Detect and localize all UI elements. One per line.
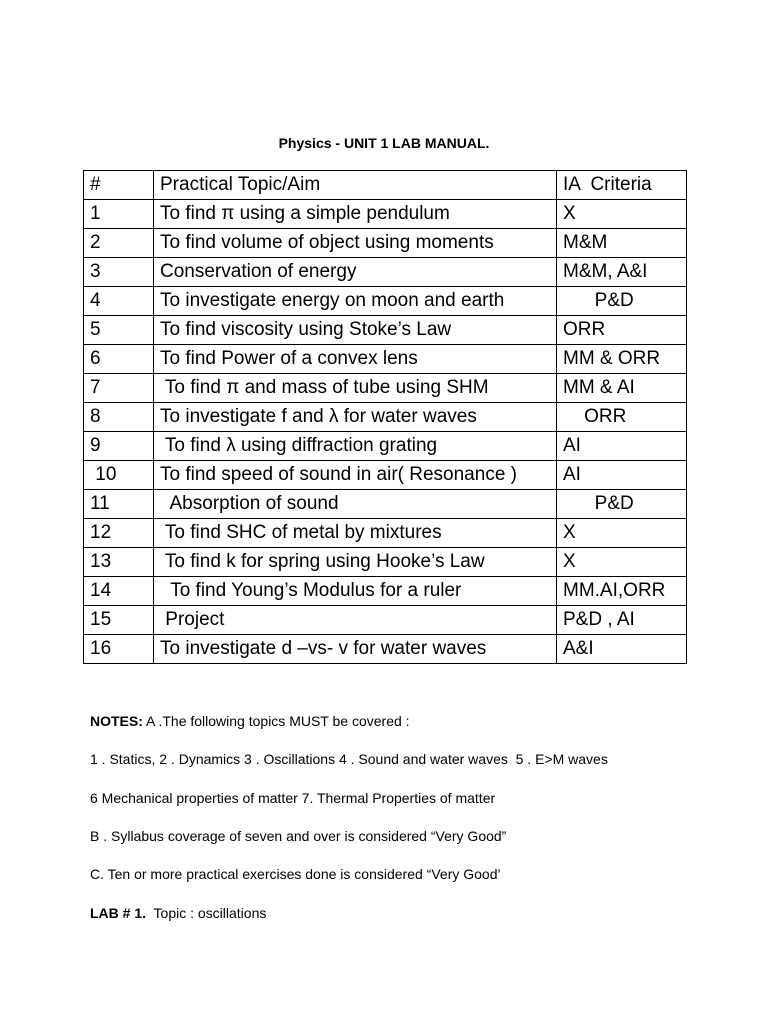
- notes-line-a: A .The following topics MUST be covered :: [142, 713, 410, 729]
- row-number: 15: [84, 606, 154, 635]
- lab-label: LAB # 1.: [90, 905, 147, 921]
- row-number: 2: [84, 229, 154, 258]
- row-number: 4: [84, 287, 154, 316]
- row-topic: To find Power of a convex lens: [154, 345, 557, 374]
- row-topic: To investigate f and λ for water waves: [154, 403, 557, 432]
- lab-topic: Topic : oscillations: [146, 905, 267, 921]
- row-criteria: X: [557, 519, 687, 548]
- row-criteria: P&D , AI: [557, 606, 687, 635]
- row-number: 10: [84, 461, 154, 490]
- table-row: [84, 374, 687, 403]
- row-criteria: P&D: [557, 490, 687, 519]
- column-header-number: #: [84, 171, 154, 200]
- row-topic: Project: [154, 606, 557, 635]
- row-criteria: AI: [557, 461, 687, 490]
- table-row: [84, 200, 687, 229]
- row-number: 12: [84, 519, 154, 548]
- row-number: 8: [84, 403, 154, 432]
- table-row: [84, 229, 687, 258]
- table-row: [84, 577, 687, 606]
- row-number: 9: [84, 432, 154, 461]
- table-row: [84, 345, 687, 374]
- page-title: Physics - UNIT 1 LAB MANUAL.: [278, 135, 490, 151]
- notes-line-b: B . Syllabus coverage of seven and over is considered “Very Good”: [90, 828, 507, 844]
- row-criteria: X: [557, 548, 687, 577]
- row-topic: To find Young’s Modulus for a ruler: [154, 577, 557, 606]
- row-criteria: M&M: [557, 229, 687, 258]
- row-number: 11: [84, 490, 154, 519]
- lab-heading: [90, 905, 730, 921]
- column-header-topic: Practical Topic/Aim: [154, 171, 557, 200]
- lab-table: [83, 170, 687, 664]
- row-number: 14: [84, 577, 154, 606]
- row-criteria: X: [557, 200, 687, 229]
- row-topic: Conservation of energy: [154, 258, 557, 287]
- row-criteria: MM & ORR: [557, 345, 687, 374]
- row-criteria: A&I: [557, 635, 687, 664]
- table-row: [84, 461, 687, 490]
- row-criteria: MM.AI,ORR: [557, 577, 687, 606]
- table-row: [84, 635, 687, 664]
- row-criteria: M&M, A&I: [557, 258, 687, 287]
- table-row: [84, 490, 687, 519]
- row-topic: To find volume of object using moments: [154, 229, 557, 258]
- row-topic: To investigate energy on moon and earth: [154, 287, 557, 316]
- table-row: [84, 519, 687, 548]
- row-number: 5: [84, 316, 154, 345]
- row-criteria: ORR: [557, 403, 687, 432]
- table-header-row: [84, 171, 687, 200]
- row-number: 7: [84, 374, 154, 403]
- table-row: [84, 403, 687, 432]
- row-number: 3: [84, 258, 154, 287]
- notes-label: NOTES:: [90, 713, 143, 729]
- table-row: [84, 606, 687, 635]
- column-header-criteria: IA Criteria: [557, 171, 687, 200]
- row-criteria: ORR: [557, 316, 687, 345]
- row-criteria: P&D: [557, 287, 687, 316]
- row-topic: To find λ using diffraction grating: [154, 432, 557, 461]
- row-criteria: AI: [557, 432, 687, 461]
- row-topic: To investigate d –vs- v for water waves: [154, 635, 557, 664]
- row-topic: To find viscosity using Stoke’s Law: [154, 316, 557, 345]
- row-number: 13: [84, 548, 154, 577]
- row-topic: To find speed of sound in air( Resonance ): [154, 461, 557, 490]
- notes-topic-list-2: 6 Mechanical properties of matter 7. Thermal Properties of matter: [90, 790, 496, 806]
- row-topic: To find π and mass of tube using SHM: [154, 374, 557, 403]
- row-topic: To find k for spring using Hooke’s Law: [154, 548, 557, 577]
- row-criteria: MM & AI: [557, 374, 687, 403]
- row-topic: Absorption of sound: [154, 490, 557, 519]
- notes-topic-list-1: 1 . Statics, 2 . Dynamics 3 . Oscillations 4 . Sound and water waves 5 . E>M waves: [90, 751, 608, 767]
- row-number: 16: [84, 635, 154, 664]
- notes-heading: [90, 713, 730, 729]
- table-row: [84, 432, 687, 461]
- table-row: [84, 258, 687, 287]
- notes-line-c: C. Ten or more practical exercises done is considered “Very Good’: [90, 866, 501, 882]
- table-row: [84, 287, 687, 316]
- table-row: [84, 548, 687, 577]
- row-number: 1: [84, 200, 154, 229]
- row-topic: To find SHC of metal by mixtures: [154, 519, 557, 548]
- row-number: 6: [84, 345, 154, 374]
- row-topic: To find π using a simple pendulum: [154, 200, 557, 229]
- table-row: [84, 316, 687, 345]
